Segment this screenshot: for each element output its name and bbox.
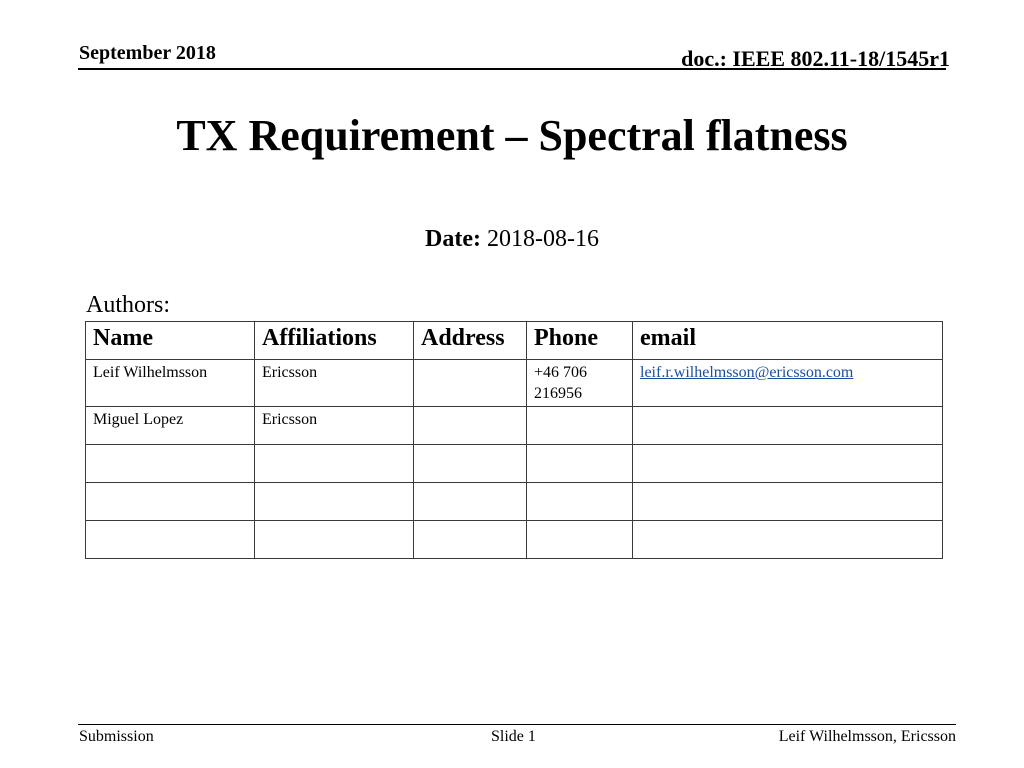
email-link[interactable]: leif.r.wilhelmsson@ericsson.com — [640, 364, 854, 381]
author-address-cell — [414, 445, 527, 483]
author-address-cell — [414, 407, 527, 445]
header-divider — [78, 68, 946, 70]
author-name-cell — [86, 521, 255, 559]
author-name-cell: Miguel Lopez — [86, 407, 255, 445]
column-header-phone: Phone — [527, 322, 633, 360]
author-email-cell — [633, 360, 943, 407]
column-header-name: Name — [86, 322, 255, 360]
author-affiliation-cell — [255, 445, 414, 483]
slide-title: TX Requirement – Spectral flatness — [176, 111, 848, 160]
author-email-cell — [633, 521, 943, 559]
author-address-cell — [414, 483, 527, 521]
column-header-email: email — [633, 322, 943, 360]
authors-label: Authors: — [86, 292, 170, 318]
table-row — [86, 360, 943, 407]
author-affiliation-cell: Ericsson — [255, 360, 414, 407]
footer-author: Leif Wilhelmsson, Ericsson — [778, 728, 956, 745]
author-name-cell — [86, 445, 255, 483]
header-date: September 2018 — [79, 42, 216, 64]
author-phone-cell: +46 706 216956 — [527, 360, 633, 407]
author-affiliation-cell — [255, 483, 414, 521]
table-header-row — [86, 322, 943, 360]
author-name-cell: Leif Wilhelmsson — [86, 360, 255, 407]
footer-submission: Submission — [79, 728, 154, 745]
authors-table — [85, 321, 943, 559]
author-address-cell — [414, 521, 527, 559]
author-email-cell — [633, 483, 943, 521]
date-value: 2018-08-16 — [486, 226, 599, 252]
date-line — [0, 226, 1024, 253]
author-phone-cell — [527, 521, 633, 559]
table-row — [86, 521, 943, 559]
author-address-cell — [414, 360, 527, 407]
author-email-cell — [633, 445, 943, 483]
footer-divider — [78, 724, 956, 725]
author-affiliation-cell: Ericsson — [255, 407, 414, 445]
author-name-cell — [86, 483, 255, 521]
author-phone-cell — [527, 483, 633, 521]
date-label: Date: — [425, 226, 481, 252]
author-phone-cell — [527, 407, 633, 445]
table-row — [86, 445, 943, 483]
table-row — [86, 483, 943, 521]
column-header-affiliations: Affiliations — [255, 322, 414, 360]
author-email-cell — [633, 407, 943, 445]
column-header-address: Address — [414, 322, 527, 360]
table-row — [86, 407, 943, 445]
header-doc-id: doc.: IEEE 802.11-18/1545r1 — [681, 46, 950, 71]
footer-slide-number: Slide 1 — [491, 728, 536, 745]
author-affiliation-cell — [255, 521, 414, 559]
author-phone-cell — [527, 445, 633, 483]
